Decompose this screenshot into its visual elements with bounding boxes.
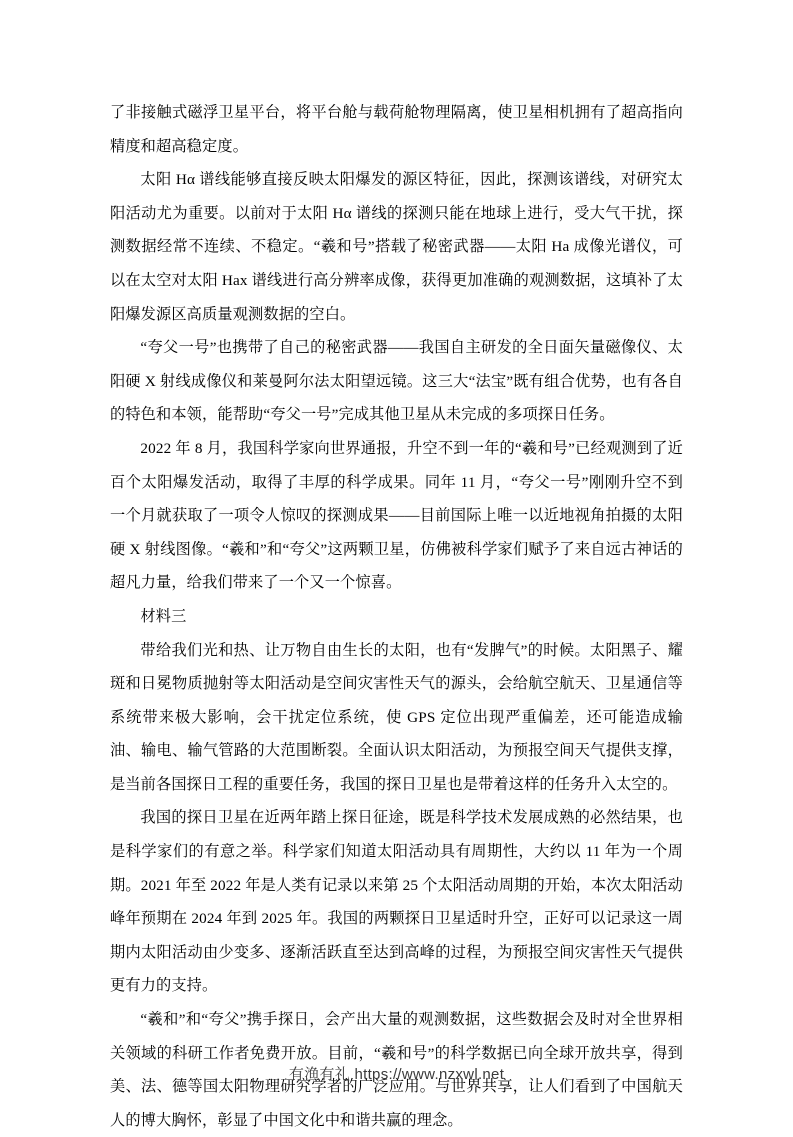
paragraph: 太阳 Hα 谱线能够直接反映太阳爆发的源区特征，因此，探测该谱线，对研究太阳活动尤为重要。以前对于太阳 Hα 谱线的探测只能在地球上进行，受大气干扰，探测数据经常不连续、不稳定。“羲和号”搭载了秘密武器——太阳 Ha 成像光谱仪，可以在太空对太阳 Hax 谱线进行高分辨率成像，获得更加准确的观测数据，这填补了太阳爆发源区高质量观测数据的空白。	[110, 171, 683, 323]
paragraph: 带给我们光和热、让万物自由生长的太阳，也有“发脾气”的时候。太阳黑子、耀斑和日冕物质抛射等太阳活动是空间灾害性天气的源头，会给航空航天、卫星通信等系统带来极大影响，会干扰定位系统，使 GPS 定位出现严重偏差，还可能造成输油、输电、输气管路的大范围断裂。全面认识太阳活动，为预报空间天气提供支撑，是当前各国探日工程的重要任务，我国的探日卫星也是带着这样的任务升入太空的。	[110, 641, 683, 793]
section-heading: 材料三	[140, 607, 187, 625]
document-body	[110, 96, 683, 1137]
paragraph: “夸父一号”也携带了自己的秘密武器——我国自主研发的全日面矢量磁像仪、太阳硬 X 射线成像仪和莱曼阿尔法太阳望远镜。这三大“法宝”既有组合优势，也有各自的特色和本领，能帮助“夸父一号”完成其他卫星从未完成的多项探日任务。	[110, 339, 683, 424]
paragraph: 2022 年 8 月，我国科学家向世界通报，升空不到一年的“羲和号”已经观测到了近百个太阳爆发活动，取得了丰厚的科学成果。同年 11 月，“夸父一号”刚刚升空不到一个月就获取了一项令人惊叹的探测成果——目前国际上唯一以近地视角拍摄的太阳硬 X 射线图像。“羲和”和“夸父”这两颗卫星，仿佛被科学家们赋予了来自远古神话的超凡力量，给我们带来了一个又一个惊喜。	[110, 439, 683, 592]
footer-watermark: 有渔有礼 https://www.nzxwl.net	[288, 1066, 505, 1083]
paragraph: 我国的探日卫星在近两年踏上探日征途，既是科学技术发展成熟的必然结果，也是科学家们的有意之举。科学家们知道太阳活动具有周期性，大约以 11 年为一个周期。2021 年至 2022 年是人类有记录以来第 25 个太阳活动周期的开始，本次太阳活动峰年预期在 2024 年到 2025 年。我国的两颗探日卫星适时升空，正好可以记录这一周期内太阳活动由少变多、逐渐活跃直至达到高峰的过程，为预报空间灾害性天气提供更有力的支持。	[110, 809, 683, 995]
paragraph: 了非接触式磁浮卫星平台，将平台舱与载荷舱物理隔离，使卫星相机拥有了超高指向精度和超高稳定度。	[110, 104, 683, 155]
paragraph: “羲和”和“夸父”携手探日，会产出大量的观测数据，这些数据会及时对全世界相关领域的科研工作者免费开放。目前，“羲和号”的科学数据已向全球开放共享，得到美、法、德等国太阳物理研究学者的广泛应用。与世界共享，让人们看到了中国航天人的博大胸怀，彰显了中国文化中和谐共赢的理念。	[110, 1011, 683, 1129]
